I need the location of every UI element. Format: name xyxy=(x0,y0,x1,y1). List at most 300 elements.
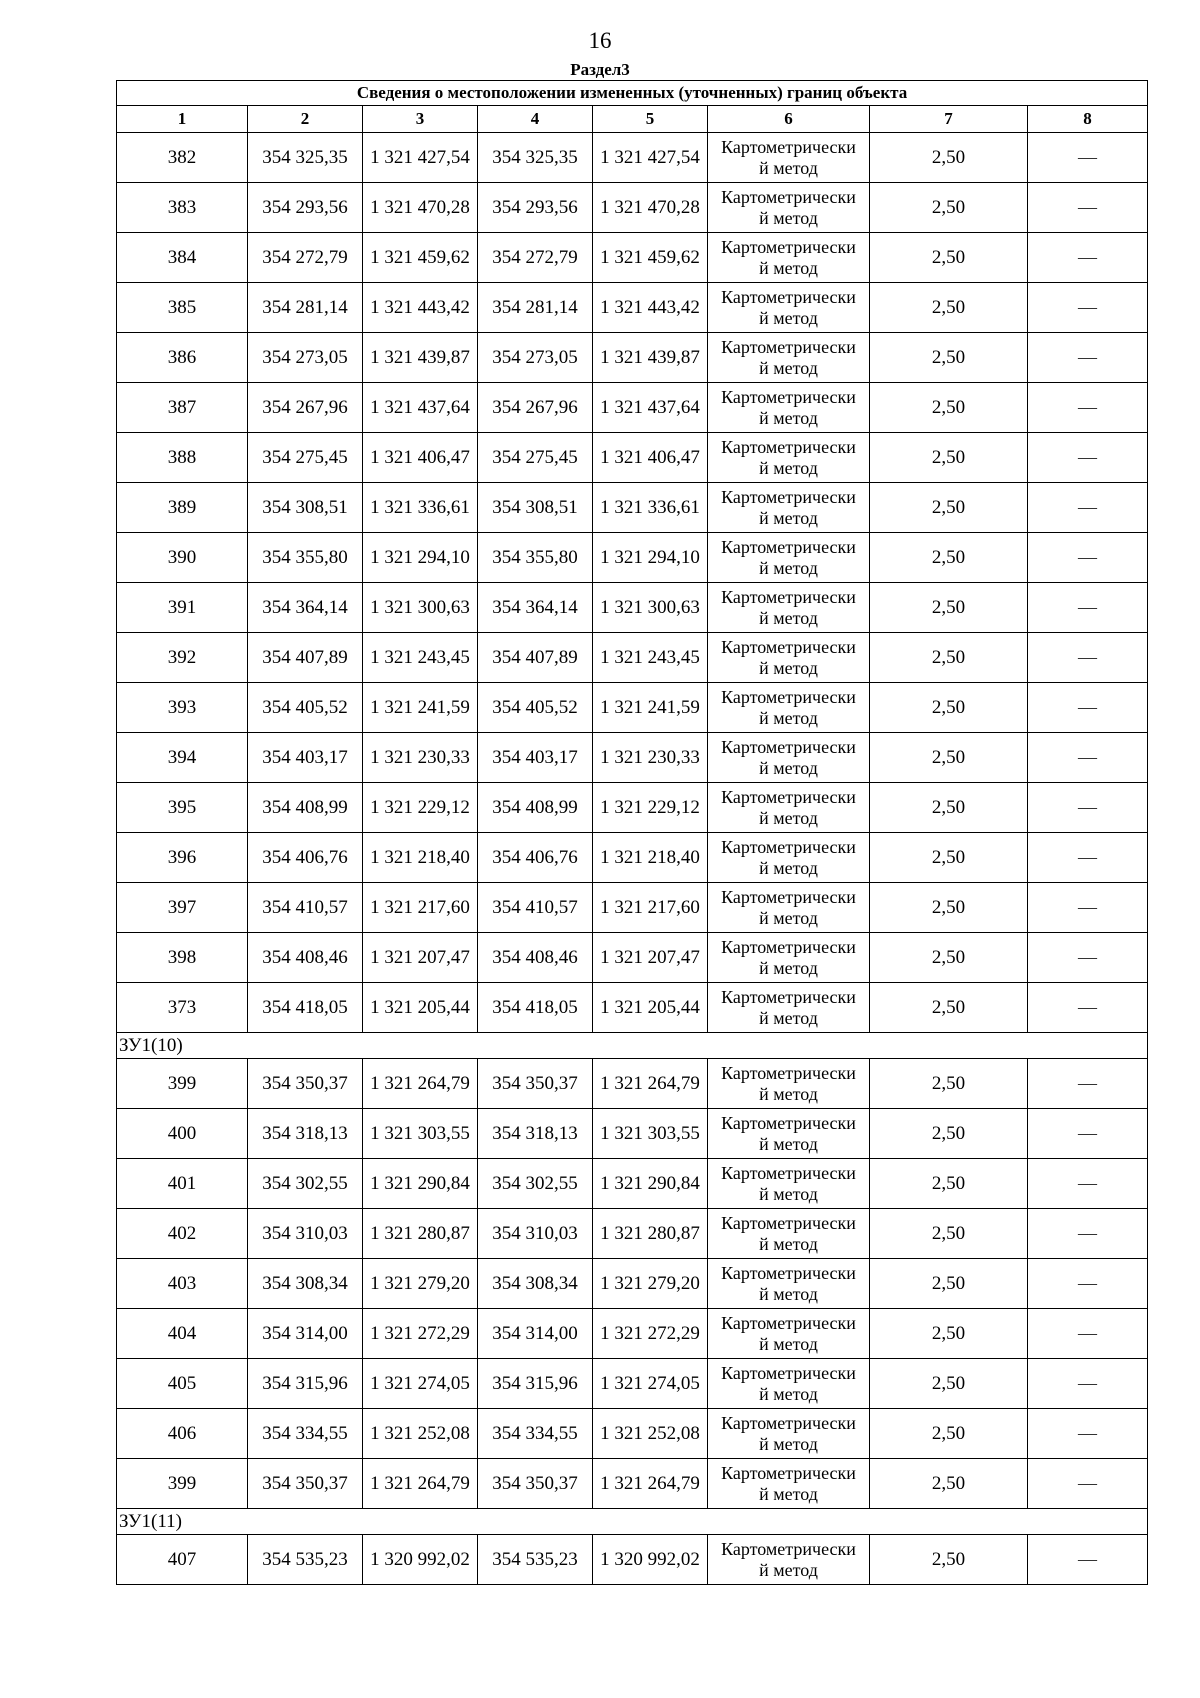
method-text-line: й метод xyxy=(759,607,818,628)
y-coordinate-new-cell: 1 321 459,62 xyxy=(593,233,708,283)
x-coordinate-cell: 354 315,96 xyxy=(248,1359,363,1409)
method-text-line: й метод xyxy=(759,907,818,928)
accuracy-cell: 2,50 xyxy=(870,633,1028,683)
note-cell: — xyxy=(1028,383,1148,433)
x-coordinate-new-cell: 354 355,80 xyxy=(478,533,593,583)
note-cell: — xyxy=(1028,633,1148,683)
method-text-line: Картометрически xyxy=(721,1262,856,1283)
accuracy-cell: 2,50 xyxy=(870,433,1028,483)
table-row xyxy=(117,883,1148,933)
method-text-line: й метод xyxy=(759,957,818,978)
method-text-line: й метод xyxy=(759,1433,818,1454)
y-coordinate-cell: 1 321 470,28 xyxy=(363,183,478,233)
x-coordinate-new-cell: 354 275,45 xyxy=(478,433,593,483)
accuracy-cell: 2,50 xyxy=(870,383,1028,433)
method-text-line: Картометрически xyxy=(721,1212,856,1233)
x-coordinate-cell: 354 350,37 xyxy=(248,1059,363,1109)
y-coordinate-cell: 1 321 272,29 xyxy=(363,1309,478,1359)
y-coordinate-new-cell: 1 321 336,61 xyxy=(593,483,708,533)
accuracy-cell: 2,50 xyxy=(870,1109,1028,1159)
point-number-cell: 388 xyxy=(117,433,248,483)
method-text-line: й метод xyxy=(759,357,818,378)
table-row xyxy=(117,783,1148,833)
x-coordinate-cell: 354 314,00 xyxy=(248,1309,363,1359)
method-text-line: Картометрически xyxy=(721,486,856,507)
accuracy-cell: 2,50 xyxy=(870,783,1028,833)
method-text-line: й метод xyxy=(759,1333,818,1354)
method-cell xyxy=(708,733,870,783)
method-text-line: Картометрически xyxy=(721,1462,856,1483)
y-coordinate-new-cell: 1 321 264,79 xyxy=(593,1059,708,1109)
method-cell xyxy=(708,983,870,1033)
x-coordinate-new-cell: 354 408,46 xyxy=(478,933,593,983)
method-cell xyxy=(708,1309,870,1359)
note-cell: — xyxy=(1028,933,1148,983)
accuracy-cell: 2,50 xyxy=(870,733,1028,783)
x-coordinate-new-cell: 354 273,05 xyxy=(478,333,593,383)
point-number-cell: 373 xyxy=(117,983,248,1033)
x-coordinate-cell: 354 408,46 xyxy=(248,933,363,983)
x-coordinate-new-cell: 354 325,35 xyxy=(478,133,593,183)
method-text-line: й метод xyxy=(759,407,818,428)
accuracy-cell: 2,50 xyxy=(870,183,1028,233)
method-cell xyxy=(708,1209,870,1259)
x-coordinate-new-cell: 354 364,14 xyxy=(478,583,593,633)
accuracy-cell: 2,50 xyxy=(870,583,1028,633)
y-coordinate-new-cell: 1 321 439,87 xyxy=(593,333,708,383)
accuracy-cell: 2,50 xyxy=(870,233,1028,283)
accuracy-cell: 2,50 xyxy=(870,933,1028,983)
y-coordinate-cell: 1 321 205,44 xyxy=(363,983,478,1033)
y-coordinate-cell: 1 321 280,87 xyxy=(363,1209,478,1259)
x-coordinate-new-cell: 354 334,55 xyxy=(478,1409,593,1459)
note-cell: — xyxy=(1028,1359,1148,1409)
point-number-cell: 386 xyxy=(117,333,248,383)
method-text-line: й метод xyxy=(759,707,818,728)
x-coordinate-cell: 354 350,37 xyxy=(248,1459,363,1509)
method-cell xyxy=(708,1359,870,1409)
accuracy-cell: 2,50 xyxy=(870,533,1028,583)
method-text-line: Картометрически xyxy=(721,1412,856,1433)
method-text-line: Картометрически xyxy=(721,136,856,157)
y-coordinate-cell: 1 321 336,61 xyxy=(363,483,478,533)
note-cell: — xyxy=(1028,983,1148,1033)
method-cell xyxy=(708,783,870,833)
section-title: Раздел3 xyxy=(570,60,630,79)
accuracy-cell: 2,50 xyxy=(870,1359,1028,1409)
x-coordinate-cell: 354 308,34 xyxy=(248,1259,363,1309)
method-text-line: й метод xyxy=(759,1083,818,1104)
y-coordinate-cell: 1 321 439,87 xyxy=(363,333,478,383)
method-cell xyxy=(708,1409,870,1459)
method-text-line: й метод xyxy=(759,157,818,178)
x-coordinate-cell: 354 325,35 xyxy=(248,133,363,183)
x-coordinate-cell: 354 355,80 xyxy=(248,533,363,583)
y-coordinate-new-cell: 1 321 243,45 xyxy=(593,633,708,683)
x-coordinate-cell: 354 418,05 xyxy=(248,983,363,1033)
method-text-line: Картометрически xyxy=(721,1112,856,1133)
method-text-line: Картометрически xyxy=(721,786,856,807)
point-number-cell: 390 xyxy=(117,533,248,583)
x-coordinate-cell: 354 410,57 xyxy=(248,883,363,933)
x-coordinate-new-cell: 354 281,14 xyxy=(478,283,593,333)
y-coordinate-new-cell: 1 321 217,60 xyxy=(593,883,708,933)
y-coordinate-new-cell: 1 321 443,42 xyxy=(593,283,708,333)
note-cell: — xyxy=(1028,1409,1148,1459)
point-number-cell: 394 xyxy=(117,733,248,783)
column-number-header: 4 xyxy=(478,106,593,133)
y-coordinate-cell: 1 321 218,40 xyxy=(363,833,478,883)
x-coordinate-new-cell: 354 308,51 xyxy=(478,483,593,533)
y-coordinate-cell: 1 321 294,10 xyxy=(363,533,478,583)
accuracy-cell: 2,50 xyxy=(870,1059,1028,1109)
method-text-line: й метод xyxy=(759,857,818,878)
method-cell xyxy=(708,383,870,433)
y-coordinate-new-cell: 1 321 207,47 xyxy=(593,933,708,983)
method-text-line: Картометрически xyxy=(721,1162,856,1183)
y-coordinate-new-cell: 1 321 241,59 xyxy=(593,683,708,733)
y-coordinate-new-cell: 1 321 406,47 xyxy=(593,433,708,483)
y-coordinate-cell: 1 321 406,47 xyxy=(363,433,478,483)
note-cell: — xyxy=(1028,1309,1148,1359)
x-coordinate-cell: 354 275,45 xyxy=(248,433,363,483)
method-text-line: Картометрически xyxy=(721,986,856,1007)
table-row xyxy=(117,483,1148,533)
column-number-header: 8 xyxy=(1028,106,1148,133)
x-coordinate-new-cell: 354 302,55 xyxy=(478,1159,593,1209)
x-coordinate-new-cell: 354 318,13 xyxy=(478,1109,593,1159)
y-coordinate-cell: 1 321 229,12 xyxy=(363,783,478,833)
note-cell: — xyxy=(1028,183,1148,233)
accuracy-cell: 2,50 xyxy=(870,1209,1028,1259)
method-text-line: Картометрически xyxy=(721,236,856,257)
point-number-cell: 396 xyxy=(117,833,248,883)
y-coordinate-cell: 1 321 290,84 xyxy=(363,1159,478,1209)
y-coordinate-cell: 1 321 437,64 xyxy=(363,383,478,433)
y-coordinate-new-cell: 1 321 218,40 xyxy=(593,833,708,883)
table-row xyxy=(117,133,1148,183)
column-number-header: 2 xyxy=(248,106,363,133)
method-text-line: й метод xyxy=(759,1233,818,1254)
y-coordinate-cell: 1 320 992,02 xyxy=(363,1535,478,1585)
x-coordinate-cell: 354 334,55 xyxy=(248,1409,363,1459)
method-text-line: й метод xyxy=(759,807,818,828)
boundary-coordinates-table xyxy=(116,80,1148,1585)
method-text-line: й метод xyxy=(759,657,818,678)
x-coordinate-new-cell: 354 310,03 xyxy=(478,1209,593,1259)
x-coordinate-cell: 354 281,14 xyxy=(248,283,363,333)
point-number-cell: 399 xyxy=(117,1459,248,1509)
point-number-cell: 395 xyxy=(117,783,248,833)
column-number-row xyxy=(117,106,1148,133)
y-coordinate-new-cell: 1 320 992,02 xyxy=(593,1535,708,1585)
x-coordinate-cell: 354 293,56 xyxy=(248,183,363,233)
method-text-line: й метод xyxy=(759,757,818,778)
method-text-line: Картометрически xyxy=(721,686,856,707)
method-cell xyxy=(708,1159,870,1209)
y-coordinate-cell: 1 321 217,60 xyxy=(363,883,478,933)
table-row xyxy=(117,1259,1148,1309)
table-row xyxy=(117,633,1148,683)
y-coordinate-cell: 1 321 243,45 xyxy=(363,633,478,683)
x-coordinate-new-cell: 354 405,52 xyxy=(478,683,593,733)
y-coordinate-new-cell: 1 321 280,87 xyxy=(593,1209,708,1259)
note-cell: — xyxy=(1028,783,1148,833)
y-coordinate-cell: 1 321 279,20 xyxy=(363,1259,478,1309)
method-text-line: й метод xyxy=(759,507,818,528)
y-coordinate-new-cell: 1 321 303,55 xyxy=(593,1109,708,1159)
accuracy-cell: 2,50 xyxy=(870,1409,1028,1459)
point-number-cell: 405 xyxy=(117,1359,248,1409)
table-body xyxy=(117,133,1148,1585)
note-cell: — xyxy=(1028,533,1148,583)
accuracy-cell: 2,50 xyxy=(870,1159,1028,1209)
table-row xyxy=(117,333,1148,383)
method-text-line: Картометрически xyxy=(721,1312,856,1333)
point-number-cell: 387 xyxy=(117,383,248,433)
accuracy-cell: 2,50 xyxy=(870,1259,1028,1309)
x-coordinate-new-cell: 354 315,96 xyxy=(478,1359,593,1409)
method-cell xyxy=(708,183,870,233)
table-row xyxy=(117,533,1148,583)
x-coordinate-new-cell: 354 350,37 xyxy=(478,1059,593,1109)
table-row xyxy=(117,833,1148,883)
method-text-line: Картометрически xyxy=(721,336,856,357)
column-number-header: 7 xyxy=(870,106,1028,133)
x-coordinate-new-cell: 354 293,56 xyxy=(478,183,593,233)
method-cell xyxy=(708,933,870,983)
y-coordinate-cell: 1 321 207,47 xyxy=(363,933,478,983)
point-number-cell: 389 xyxy=(117,483,248,533)
table-row xyxy=(117,983,1148,1033)
table-row xyxy=(117,433,1148,483)
x-coordinate-new-cell: 354 408,99 xyxy=(478,783,593,833)
x-coordinate-cell: 354 406,76 xyxy=(248,833,363,883)
table-row xyxy=(117,1109,1148,1159)
accuracy-cell: 2,50 xyxy=(870,1459,1028,1509)
column-number-header: 6 xyxy=(708,106,870,133)
x-coordinate-cell: 354 273,05 xyxy=(248,333,363,383)
method-text-line: й метод xyxy=(759,1283,818,1304)
table-row xyxy=(117,233,1148,283)
column-number-header: 1 xyxy=(117,106,248,133)
table-caption-row xyxy=(117,81,1148,106)
group-label: ЗУ1(10) xyxy=(117,1033,1148,1059)
point-number-cell: 391 xyxy=(117,583,248,633)
accuracy-cell: 2,50 xyxy=(870,133,1028,183)
point-number-cell: 398 xyxy=(117,933,248,983)
y-coordinate-cell: 1 321 427,54 xyxy=(363,133,478,183)
method-text-line: й метод xyxy=(759,1133,818,1154)
method-cell xyxy=(708,483,870,533)
y-coordinate-new-cell: 1 321 290,84 xyxy=(593,1159,708,1209)
note-cell: — xyxy=(1028,1109,1148,1159)
table-row xyxy=(117,583,1148,633)
method-cell xyxy=(708,833,870,883)
method-text-line: й метод xyxy=(759,457,818,478)
method-text-line: й метод xyxy=(759,307,818,328)
method-text-line: й метод xyxy=(759,1183,818,1204)
method-text-line: Картометрически xyxy=(721,536,856,557)
note-cell: — xyxy=(1028,1459,1148,1509)
point-number-cell: 402 xyxy=(117,1209,248,1259)
x-coordinate-new-cell: 354 314,00 xyxy=(478,1309,593,1359)
point-number-cell: 399 xyxy=(117,1059,248,1109)
group-heading-row xyxy=(117,1033,1148,1059)
group-label: ЗУ1(11) xyxy=(117,1509,1148,1535)
table-row xyxy=(117,1059,1148,1109)
accuracy-cell: 2,50 xyxy=(870,683,1028,733)
note-cell: — xyxy=(1028,433,1148,483)
point-number-cell: 407 xyxy=(117,1535,248,1585)
method-text-line: й метод xyxy=(759,257,818,278)
method-text-line: й метод xyxy=(759,207,818,228)
method-text-line: Картометрически xyxy=(721,636,856,657)
y-coordinate-new-cell: 1 321 294,10 xyxy=(593,533,708,583)
x-coordinate-cell: 354 408,99 xyxy=(248,783,363,833)
y-coordinate-new-cell: 1 321 470,28 xyxy=(593,183,708,233)
method-cell xyxy=(708,883,870,933)
table-row xyxy=(117,1359,1148,1409)
note-cell: — xyxy=(1028,233,1148,283)
point-number-cell: 385 xyxy=(117,283,248,333)
method-text-line: Картометрически xyxy=(721,286,856,307)
y-coordinate-new-cell: 1 321 205,44 xyxy=(593,983,708,1033)
method-cell xyxy=(708,683,870,733)
y-coordinate-cell: 1 321 241,59 xyxy=(363,683,478,733)
x-coordinate-new-cell: 354 418,05 xyxy=(478,983,593,1033)
point-number-cell: 383 xyxy=(117,183,248,233)
y-coordinate-cell: 1 321 264,79 xyxy=(363,1459,478,1509)
note-cell: — xyxy=(1028,1259,1148,1309)
note-cell: — xyxy=(1028,1159,1148,1209)
y-coordinate-new-cell: 1 321 229,12 xyxy=(593,783,708,833)
accuracy-cell: 2,50 xyxy=(870,1535,1028,1585)
method-cell xyxy=(708,583,870,633)
method-cell xyxy=(708,533,870,583)
accuracy-cell: 2,50 xyxy=(870,983,1028,1033)
table-row xyxy=(117,1535,1148,1585)
y-coordinate-new-cell: 1 321 300,63 xyxy=(593,583,708,633)
accuracy-cell: 2,50 xyxy=(870,283,1028,333)
method-text-line: Картометрически xyxy=(721,936,856,957)
note-cell: — xyxy=(1028,483,1148,533)
x-coordinate-new-cell: 354 308,34 xyxy=(478,1259,593,1309)
x-coordinate-new-cell: 354 406,76 xyxy=(478,833,593,883)
table-row xyxy=(117,383,1148,433)
method-cell xyxy=(708,433,870,483)
method-text-line: Картометрически xyxy=(721,1062,856,1083)
point-number-cell: 392 xyxy=(117,633,248,683)
point-number-cell: 403 xyxy=(117,1259,248,1309)
y-coordinate-new-cell: 1 321 230,33 xyxy=(593,733,708,783)
x-coordinate-cell: 354 405,52 xyxy=(248,683,363,733)
note-cell: — xyxy=(1028,733,1148,783)
point-number-cell: 400 xyxy=(117,1109,248,1159)
column-number-header: 5 xyxy=(593,106,708,133)
x-coordinate-new-cell: 354 410,57 xyxy=(478,883,593,933)
y-coordinate-cell: 1 321 443,42 xyxy=(363,283,478,333)
method-text-line: Картометрически xyxy=(721,1538,856,1559)
point-number-cell: 401 xyxy=(117,1159,248,1209)
method-cell xyxy=(708,1259,870,1309)
accuracy-cell: 2,50 xyxy=(870,333,1028,383)
method-cell xyxy=(708,1535,870,1585)
x-coordinate-cell: 354 318,13 xyxy=(248,1109,363,1159)
x-coordinate-cell: 354 310,03 xyxy=(248,1209,363,1259)
method-cell xyxy=(708,133,870,183)
method-cell xyxy=(708,333,870,383)
x-coordinate-new-cell: 354 407,89 xyxy=(478,633,593,683)
note-cell: — xyxy=(1028,883,1148,933)
y-coordinate-cell: 1 321 274,05 xyxy=(363,1359,478,1409)
y-coordinate-new-cell: 1 321 252,08 xyxy=(593,1409,708,1459)
table-row xyxy=(117,1159,1148,1209)
y-coordinate-new-cell: 1 321 274,05 xyxy=(593,1359,708,1409)
y-coordinate-cell: 1 321 230,33 xyxy=(363,733,478,783)
page-number: 16 xyxy=(588,28,612,53)
y-coordinate-new-cell: 1 321 272,29 xyxy=(593,1309,708,1359)
method-cell xyxy=(708,1459,870,1509)
table-row xyxy=(117,1459,1148,1509)
point-number-cell: 382 xyxy=(117,133,248,183)
y-coordinate-cell: 1 321 252,08 xyxy=(363,1409,478,1459)
y-coordinate-cell: 1 321 264,79 xyxy=(363,1059,478,1109)
method-text-line: Картометрически xyxy=(721,736,856,757)
point-number-cell: 384 xyxy=(117,233,248,283)
point-number-cell: 404 xyxy=(117,1309,248,1359)
table-row xyxy=(117,683,1148,733)
method-cell xyxy=(708,1059,870,1109)
point-number-cell: 393 xyxy=(117,683,248,733)
note-cell: — xyxy=(1028,1209,1148,1259)
method-text-line: й метод xyxy=(759,1007,818,1028)
method-cell xyxy=(708,233,870,283)
method-text-line: й метод xyxy=(759,1559,818,1580)
y-coordinate-new-cell: 1 321 279,20 xyxy=(593,1259,708,1309)
x-coordinate-new-cell: 354 350,37 xyxy=(478,1459,593,1509)
x-coordinate-new-cell: 354 272,79 xyxy=(478,233,593,283)
table-row xyxy=(117,1309,1148,1359)
table-row xyxy=(117,1209,1148,1259)
method-text-line: Картометрически xyxy=(721,386,856,407)
note-cell: — xyxy=(1028,833,1148,883)
accuracy-cell: 2,50 xyxy=(870,883,1028,933)
note-cell: — xyxy=(1028,133,1148,183)
note-cell: — xyxy=(1028,1535,1148,1585)
method-text-line: Картометрически xyxy=(721,886,856,907)
accuracy-cell: 2,50 xyxy=(870,1309,1028,1359)
y-coordinate-new-cell: 1 321 427,54 xyxy=(593,133,708,183)
x-coordinate-cell: 354 302,55 xyxy=(248,1159,363,1209)
point-number-cell: 406 xyxy=(117,1409,248,1459)
y-coordinate-cell: 1 321 303,55 xyxy=(363,1109,478,1159)
x-coordinate-cell: 354 535,23 xyxy=(248,1535,363,1585)
method-text-line: й метод xyxy=(759,1383,818,1404)
point-number-cell: 397 xyxy=(117,883,248,933)
note-cell: — xyxy=(1028,583,1148,633)
x-coordinate-new-cell: 354 267,96 xyxy=(478,383,593,433)
method-text-line: Картометрически xyxy=(721,186,856,207)
table-row xyxy=(117,1409,1148,1459)
note-cell: — xyxy=(1028,1059,1148,1109)
group-heading-row xyxy=(117,1509,1148,1535)
x-coordinate-new-cell: 354 403,17 xyxy=(478,733,593,783)
note-cell: — xyxy=(1028,283,1148,333)
method-text-line: Картометрически xyxy=(721,586,856,607)
table-row xyxy=(117,183,1148,233)
method-cell xyxy=(708,633,870,683)
